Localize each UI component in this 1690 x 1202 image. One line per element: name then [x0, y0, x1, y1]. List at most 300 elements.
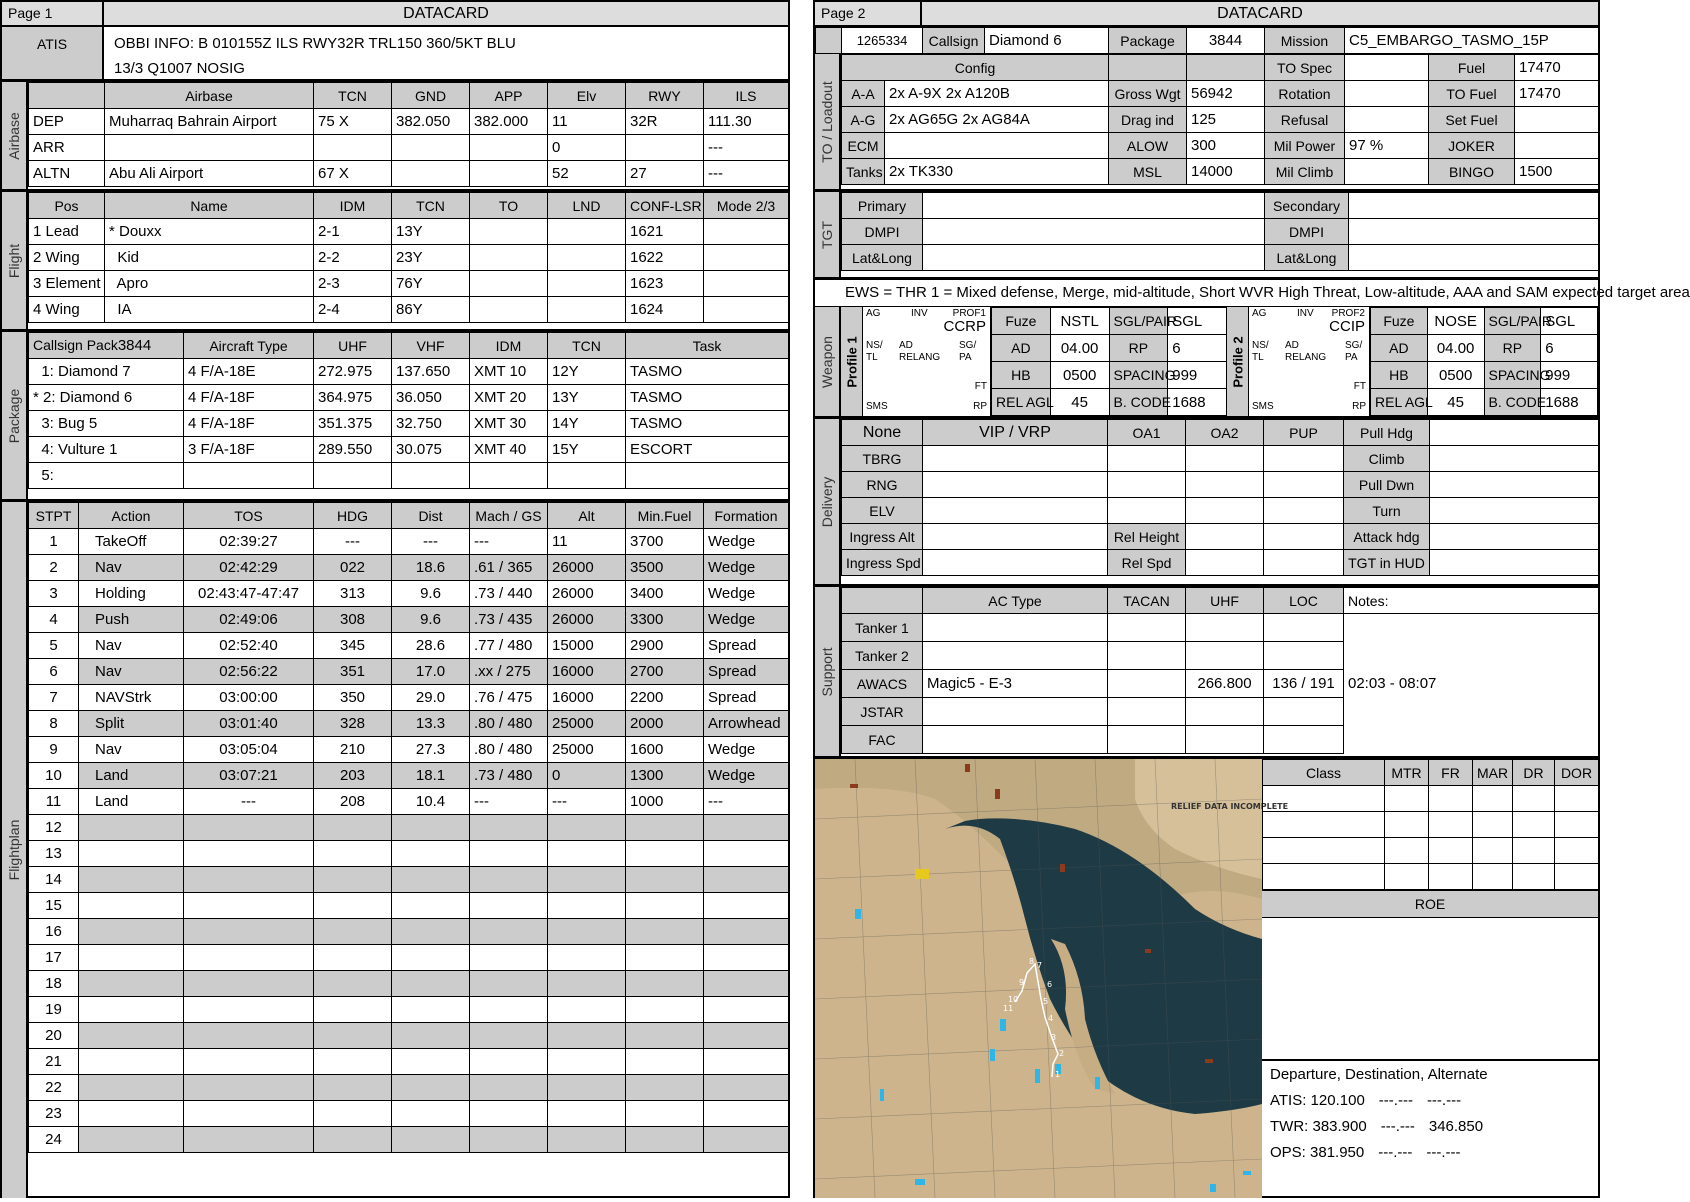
field-value	[1515, 107, 1599, 133]
table-cell	[548, 271, 626, 297]
table-cell: 13.3	[392, 711, 470, 737]
table-cell: Wedge	[704, 529, 789, 555]
table-cell: 15000	[548, 633, 626, 659]
flightplan-section	[28, 502, 788, 1198]
table-cell	[314, 997, 392, 1023]
table-cell: 3: Bug 5	[29, 411, 184, 437]
steerpoint-number: 10	[29, 763, 79, 789]
table-cell	[392, 997, 470, 1023]
table-cell: * 2: Diamond 6	[29, 385, 184, 411]
table-cell: 272.975	[314, 359, 392, 385]
table-cell	[79, 841, 184, 867]
flightplan-row	[29, 945, 789, 971]
field-value: 97 %	[1345, 133, 1429, 159]
table-cell	[704, 1101, 789, 1127]
threat-row	[1263, 864, 1599, 890]
field-label: Pull Dwn	[1344, 472, 1430, 498]
table-cell	[79, 815, 184, 841]
table-cell: 2-4	[314, 297, 392, 323]
callsign-pack-header	[29, 333, 184, 359]
table-cell: 203	[314, 763, 392, 789]
field-label: Primary	[842, 193, 923, 219]
loadout-section	[841, 54, 1598, 192]
flight-position: 2 Wing	[29, 245, 105, 271]
table-row	[29, 109, 789, 135]
header-row	[842, 588, 1599, 614]
weapon-profile-1	[841, 307, 1227, 416]
flightplan-row	[29, 763, 789, 789]
table-cell	[1263, 838, 1385, 864]
table-cell: 313	[314, 581, 392, 607]
table-row	[1371, 335, 1598, 362]
mission-value: C5_EMBARGO_TASMO_15P	[1345, 28, 1599, 54]
table-row	[992, 308, 1227, 335]
table-cell: ---	[470, 529, 548, 555]
table-cell	[626, 945, 704, 971]
table-cell: 2200	[626, 685, 704, 711]
field-label: Gross Wgt	[1109, 81, 1187, 107]
field-label: Turn	[1344, 498, 1430, 524]
field-value: 1688	[1541, 389, 1598, 416]
table-cell: 3500	[626, 555, 704, 581]
table-cell	[704, 945, 789, 971]
table-cell	[314, 971, 392, 997]
table-cell: .73 / 440	[470, 581, 548, 607]
weapon-settings-table	[1370, 307, 1598, 416]
column-header: CONF-LSR	[626, 193, 704, 219]
field-value: 2x TK330	[885, 159, 1109, 185]
flightplan-row	[29, 711, 789, 737]
header-row	[29, 83, 789, 109]
table-row	[1371, 362, 1598, 389]
table-cell: Abu Ali Airport	[105, 161, 314, 187]
column-header: TACAN	[1108, 588, 1186, 614]
mfd-label: RP	[973, 401, 987, 412]
comms-row	[1270, 1114, 1590, 1140]
table-cell: 02:52:40	[184, 633, 314, 659]
mfd-label: TL	[866, 352, 878, 363]
table-cell	[470, 893, 548, 919]
table-cell	[79, 919, 184, 945]
field-label: ELV	[842, 498, 923, 524]
theater-map[interactable]	[815, 759, 1289, 1198]
table-cell: 28.6	[392, 633, 470, 659]
field-value: SGL	[1168, 308, 1227, 335]
table-cell: 208	[314, 789, 392, 815]
support-row	[842, 726, 1599, 754]
notes-cell	[1344, 698, 1599, 726]
table-cell: TakeOff	[79, 529, 184, 555]
callsign-pack-value: 3844	[117, 337, 152, 354]
loadout-side-label: TO / Loadout	[815, 54, 841, 192]
table-cell	[392, 971, 470, 997]
field-value	[1108, 498, 1186, 524]
table-cell: Holding	[79, 581, 184, 607]
field-value	[1186, 614, 1264, 642]
steerpoint-number: 17	[29, 945, 79, 971]
field-value	[1186, 550, 1264, 576]
table-cell	[548, 919, 626, 945]
table-cell	[470, 1101, 548, 1127]
mfd-label: FT	[1353, 381, 1366, 392]
field-label: Fuze	[992, 308, 1051, 335]
table-cell	[1263, 864, 1385, 890]
steerpoint-number: 8	[29, 711, 79, 737]
flightplan-row	[29, 685, 789, 711]
field-value	[923, 698, 1108, 726]
mfd-page	[863, 307, 991, 416]
flightplan-row	[29, 581, 789, 607]
table-cell	[79, 1127, 184, 1153]
field-value	[1108, 726, 1186, 754]
table-cell	[1263, 812, 1385, 838]
table-cell	[548, 1049, 626, 1075]
threat-row	[1263, 838, 1599, 864]
table-cell: Arrowhead	[704, 711, 789, 737]
table-cell: Muharraq Bahrain Airport	[105, 109, 314, 135]
steerpoint-number: 16	[29, 919, 79, 945]
table-row	[842, 472, 1599, 498]
field-value: NOSE	[1427, 308, 1484, 335]
comms-title: Departure, Destination, Alternate	[1270, 1066, 1488, 1083]
table-cell: .73 / 480	[470, 763, 548, 789]
table-cell	[1513, 812, 1555, 838]
table-cell	[626, 1075, 704, 1101]
table-cell	[184, 971, 314, 997]
mission-label: Mission	[1265, 28, 1345, 54]
table-row	[29, 245, 789, 271]
field-value: 2x A-9X 2x A120B	[885, 81, 1109, 107]
column-header: Action	[79, 503, 184, 529]
column-header: Elv	[548, 83, 626, 109]
table-row	[842, 446, 1599, 472]
column-header: FR	[1429, 760, 1473, 786]
field-value	[1186, 498, 1264, 524]
mfd-label: INV	[1297, 308, 1314, 319]
support-row	[842, 642, 1599, 670]
delivery-side-label: Delivery	[815, 419, 841, 587]
steerpoint-number: 20	[29, 1023, 79, 1049]
mission-row	[815, 27, 1598, 54]
table-cell	[470, 841, 548, 867]
flightplan-row	[29, 815, 789, 841]
table-row	[842, 159, 1599, 185]
table-cell	[626, 1049, 704, 1075]
table-cell: 03:00:00	[184, 685, 314, 711]
comms-value: ATIS: 120.100	[1270, 1092, 1365, 1109]
field-value	[1264, 642, 1344, 670]
field-value: 04.00	[1050, 335, 1109, 362]
table-cell: 18.1	[392, 763, 470, 789]
table-row	[29, 359, 789, 385]
column-header: VHF	[392, 333, 470, 359]
row-label: ARR	[29, 135, 105, 161]
field-value	[1108, 698, 1186, 726]
table-cell: 03:01:40	[184, 711, 314, 737]
table-cell	[470, 815, 548, 841]
field-label: Drag ind	[1109, 107, 1187, 133]
table-cell	[79, 1049, 184, 1075]
field-label: Tanks	[842, 159, 885, 185]
table-cell	[79, 997, 184, 1023]
table-cell: 17.0	[392, 659, 470, 685]
field-label: Ingress Alt	[842, 524, 923, 550]
table-cell: Wedge	[704, 763, 789, 789]
map-graphic	[815, 759, 1289, 1198]
table-cell: TASMO	[626, 359, 789, 385]
table-cell	[470, 1075, 548, 1101]
fuel-label: Fuel	[1429, 55, 1515, 81]
table-cell: 27	[626, 161, 704, 187]
table-cell	[626, 135, 704, 161]
table-cell	[548, 997, 626, 1023]
table-cell: 364.975	[314, 385, 392, 411]
loadout-table	[841, 54, 1599, 185]
field-label: Refusal	[1265, 107, 1345, 133]
table-cell	[184, 1075, 314, 1101]
table-cell	[704, 971, 789, 997]
table-cell: XMT 40	[470, 437, 548, 463]
table-cell	[1429, 786, 1473, 812]
mfd-label: PA	[959, 352, 972, 363]
table-cell	[704, 997, 789, 1023]
field-value: 56942	[1187, 81, 1265, 107]
field-value: 0500	[1427, 362, 1484, 389]
column-header: MAR	[1473, 760, 1513, 786]
table-row	[842, 550, 1599, 576]
delivery-table	[841, 419, 1599, 576]
table-cell	[548, 245, 626, 271]
field-label: Lat&Long	[1265, 245, 1349, 271]
steerpoint-number: 12	[29, 815, 79, 841]
table-cell: 1: Diamond 7	[29, 359, 184, 385]
table-cell: 2900	[626, 633, 704, 659]
column-header: MTR	[1385, 760, 1429, 786]
field-value: 6	[1168, 335, 1227, 362]
table-row	[29, 463, 789, 489]
field-value	[1264, 698, 1344, 726]
table-cell	[626, 1023, 704, 1049]
table-cell	[1473, 786, 1513, 812]
field-label: Set Fuel	[1429, 107, 1515, 133]
field-label: Lat&Long	[842, 245, 923, 271]
waypoint-label: 3	[1051, 1033, 1057, 1042]
table-cell: 76Y	[392, 271, 470, 297]
column-header: Aircraft Type	[184, 333, 314, 359]
table-cell: 13Y	[392, 219, 470, 245]
table-cell: 382.000	[470, 109, 548, 135]
table-cell: Nav	[79, 737, 184, 763]
field-value	[923, 219, 1265, 245]
config-label: Config	[842, 55, 1109, 81]
field-label: A-A	[842, 81, 885, 107]
table-cell: 308	[314, 607, 392, 633]
field-label: Ingress Spd	[842, 550, 923, 576]
airbase-side-label: Airbase	[2, 82, 28, 192]
table-cell: 0	[548, 763, 626, 789]
table-cell	[704, 919, 789, 945]
steerpoint-number: 15	[29, 893, 79, 919]
weapon-side-label: Weapon	[815, 307, 841, 419]
table-cell: 1600	[626, 737, 704, 763]
field-value	[1264, 498, 1344, 524]
field-value: 45	[1050, 389, 1109, 416]
threat-section	[1262, 759, 1598, 891]
table-cell	[392, 815, 470, 841]
threat-table	[1262, 759, 1599, 890]
steerpoint-number: 14	[29, 867, 79, 893]
mfd-label: NS/	[866, 340, 883, 351]
table-cell	[184, 1127, 314, 1153]
roe-label: ROE	[1262, 891, 1598, 918]
column-header: TCN	[314, 83, 392, 109]
table-cell	[470, 463, 548, 489]
table-cell: 5:	[29, 463, 184, 489]
table-cell: 2-1	[314, 219, 392, 245]
table-cell	[470, 971, 548, 997]
table-cell	[704, 815, 789, 841]
table-cell: IA	[105, 297, 314, 323]
table-cell: 02:39:27	[184, 529, 314, 555]
field-label: Rel Height	[1108, 524, 1186, 550]
table-cell: Land	[79, 789, 184, 815]
field-label: BINGO	[1429, 159, 1515, 185]
waypoint-label: 7	[1037, 961, 1043, 970]
table-cell: Wedge	[704, 737, 789, 763]
table-cell	[392, 1023, 470, 1049]
header-row	[29, 193, 789, 219]
field-value	[1349, 193, 1599, 219]
mfd-label: SMS	[866, 401, 888, 412]
support-table	[841, 587, 1599, 754]
table-cell	[548, 867, 626, 893]
fuel-value: 17470	[1515, 55, 1599, 81]
column-header: LND	[548, 193, 626, 219]
table-cell: 350	[314, 685, 392, 711]
table-cell	[1385, 786, 1429, 812]
field-value	[1345, 81, 1429, 107]
waypoint-label: 5	[1043, 997, 1049, 1006]
steerpoint-number: 23	[29, 1101, 79, 1127]
table-cell	[314, 841, 392, 867]
table-cell	[79, 867, 184, 893]
header-row	[29, 333, 789, 359]
table-cell	[184, 463, 314, 489]
notes-cell: 02:03 - 08:07	[1344, 670, 1599, 698]
waypoint-label: 6	[1047, 980, 1053, 989]
field-label: JSTAR	[842, 698, 923, 726]
field-value	[1430, 498, 1599, 524]
steerpoint-number: 2	[29, 555, 79, 581]
table-cell	[548, 1127, 626, 1153]
atis-text: OBBI INFO: B 010155Z ILS RWY32R TRL150 360/5KT BLU 13/3 Q1007 NOSIG	[114, 35, 516, 77]
package-label: Package	[1109, 28, 1187, 54]
flightplan-side-label: Flightplan	[2, 502, 28, 1198]
table-cell: Nav	[79, 555, 184, 581]
table-cell: 351.375	[314, 411, 392, 437]
comms-box	[1270, 1062, 1590, 1166]
table-cell: 2-2	[314, 245, 392, 271]
table-cell	[392, 893, 470, 919]
field-value: 14000	[1187, 159, 1265, 185]
table-cell: ---	[470, 789, 548, 815]
table-cell: .76 / 475	[470, 685, 548, 711]
field-value	[1264, 614, 1344, 642]
table-cell: 27.3	[392, 737, 470, 763]
field-value: 04.00	[1427, 335, 1484, 362]
table-row	[992, 335, 1227, 362]
table-cell: .xx / 275	[470, 659, 548, 685]
flightplan-table	[28, 502, 789, 1153]
field-label: REL AGL	[1371, 389, 1428, 416]
table-cell	[392, 463, 470, 489]
release-mode: CCRP	[943, 318, 986, 335]
table-cell	[548, 841, 626, 867]
table-cell: XMT 10	[470, 359, 548, 385]
field-label: Tanker 2	[842, 642, 923, 670]
table-cell: Kid	[105, 245, 314, 271]
mfd-label: RELANG	[899, 352, 941, 363]
table-cell: 1624	[626, 297, 704, 323]
table-cell: 4: Vulture 1	[29, 437, 184, 463]
notes-label: Notes:	[1344, 588, 1599, 614]
table-cell	[314, 1075, 392, 1101]
datacard-page-1	[0, 0, 790, 1198]
page-2-header	[815, 2, 1598, 27]
airbase-table	[28, 82, 789, 187]
field-value	[1345, 159, 1429, 185]
table-cell	[1513, 786, 1555, 812]
table-cell: TASMO	[626, 411, 789, 437]
table-cell	[1513, 864, 1555, 890]
table-row	[29, 219, 789, 245]
table-row	[29, 411, 789, 437]
mission-table	[815, 27, 1599, 54]
table-cell: Wedge	[704, 607, 789, 633]
table-cell	[548, 1023, 626, 1049]
table-row	[842, 524, 1599, 550]
mfd-label: INV	[911, 308, 928, 319]
table-cell	[79, 971, 184, 997]
table-cell: 210	[314, 737, 392, 763]
page-label: Page 1	[2, 2, 104, 25]
table-cell: 03:07:21	[184, 763, 314, 789]
ews-line: EWS = THR 1 = Mixed defense, Merge, mid-altitude, Short WVR High Threat, Low-altitude, AAA and SAM expected target area	[815, 280, 1598, 307]
table-cell: 3700	[626, 529, 704, 555]
table-cell	[548, 297, 626, 323]
table-row	[842, 107, 1599, 133]
table-cell	[314, 1101, 392, 1127]
field-label: SGL/PAIR	[1484, 308, 1541, 335]
table-cell: 52	[548, 161, 626, 187]
table-cell	[392, 841, 470, 867]
flight-position: 4 Wing	[29, 297, 105, 323]
column-header: OA1	[1108, 420, 1186, 446]
field-value: 17470	[1515, 81, 1599, 107]
table-cell: 10.4	[392, 789, 470, 815]
table-cell	[1263, 786, 1385, 812]
flightplan-row	[29, 607, 789, 633]
field-value	[923, 524, 1108, 550]
package-value: 3844	[1187, 28, 1265, 54]
flightplan-row	[29, 737, 789, 763]
field-label: AWACS	[842, 670, 923, 698]
table-cell: .73 / 435	[470, 607, 548, 633]
flightplan-row	[29, 659, 789, 685]
table-cell: Land	[79, 763, 184, 789]
profile-tag: PROF2	[1331, 308, 1365, 319]
field-label: SGL/PAIR	[1109, 308, 1168, 335]
